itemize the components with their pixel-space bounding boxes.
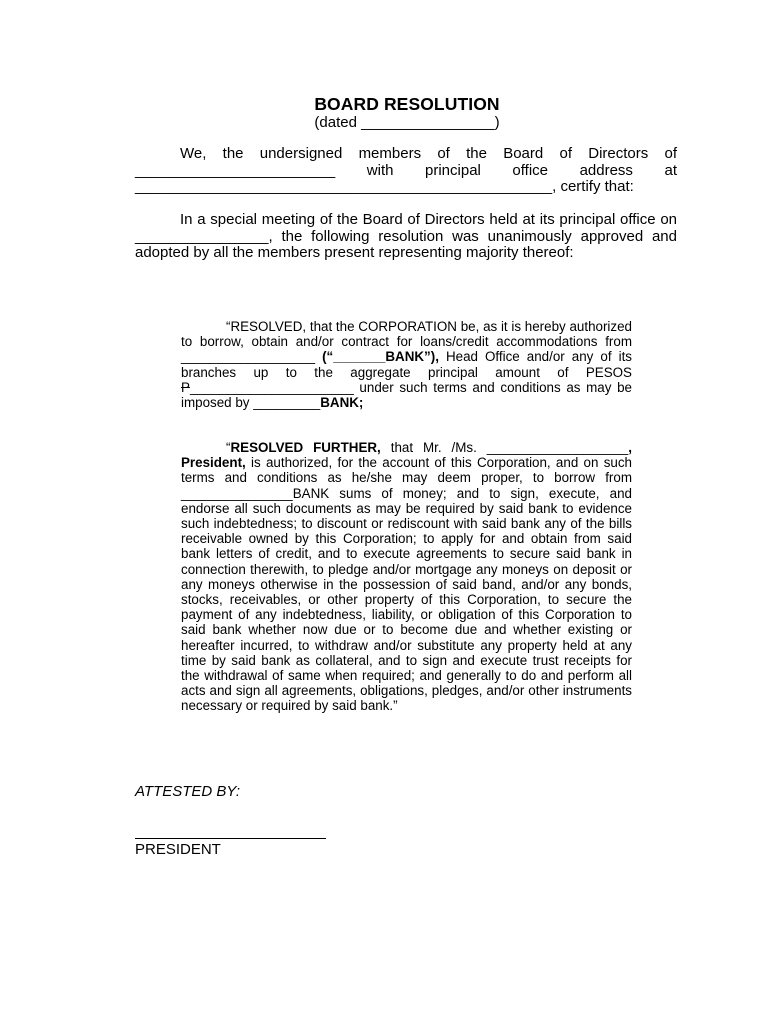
- date-line: (dated ________________): [314, 114, 500, 131]
- bank-end: BANK;: [320, 395, 364, 411]
- resolved-further-lead: RESOLVED FURTHER,: [230, 440, 381, 455]
- signatory-title: PRESIDENT: [135, 841, 221, 858]
- president-label: , President,: [181, 440, 632, 471]
- resolution-first-text-b: Head Office and/or any of its branches up to the aggregate principal amount of PESOS: [181, 349, 632, 380]
- resolution-first-text-a: “RESOLVED, that the CORPORATION be, as it is hereby authorized to borrow, obtain and/or contract for loans/credit accommodations from __________________: [181, 319, 632, 365]
- resolution-first-text-c: ______________________ under such terms and conditions as may be imposed by _________: [181, 379, 632, 411]
- resolution-further-text-b: is authorized, for the account of this Corporation, and on such terms and conditions as he/she may deem proper, to borrow from _______________BANK sums of money; and to sign, execute, and endorse all such documents as may be required by said bank to evidence such indebtedness; to discount or rediscount with said bank any of the bills receivable owned by this Corporation; to apply for and obtain from said bank letters of credit, and to execute agreements to secure said bank in connection therewith, to pledge and/or mortgage any moneys on deposit or any moneys otherwise in the possession of said band, and/or any bonds, stocks, receivables, or other property of this Corporation, to secure the payment of any indebtedness, liability, or obligation of this Corporation to said bank whether now due or to become due and whether existing or hereafter incurred, to withdraw and/or substitute any property held at any time by said bank as collateral, and to sign and execute trust receipts for the withdrawal of same when required; and generally to do and perform all acts and sign all agreements, obligations, pledges, and/or other instruments necessary or required by said bank.”: [181, 455, 632, 714]
- certification-paragraph: We, the undersigned members of the Board of Directors of ________________________ with principal office address at __________________________________________________, certify that:: [135, 145, 677, 196]
- resolution-further: [181, 440, 632, 714]
- open-quote: “: [226, 440, 231, 455]
- resolution-first: [181, 319, 632, 410]
- signature-line: [135, 838, 326, 839]
- resolution-further-text-a: that Mr. /Ms. ___________________: [380, 440, 629, 455]
- attested-by-label: ATTESTED BY:: [135, 783, 241, 800]
- bank-quote: (“_______BANK”),: [322, 349, 439, 365]
- document-title: BOARD RESOLUTION: [314, 94, 500, 114]
- peso-sign: P: [181, 379, 190, 395]
- meeting-paragraph: In a special meeting of the Board of Directors held at its principal office on ________________, the following resolution was unanimously approved and adopted by all the members present representing majority thereof:: [135, 211, 677, 262]
